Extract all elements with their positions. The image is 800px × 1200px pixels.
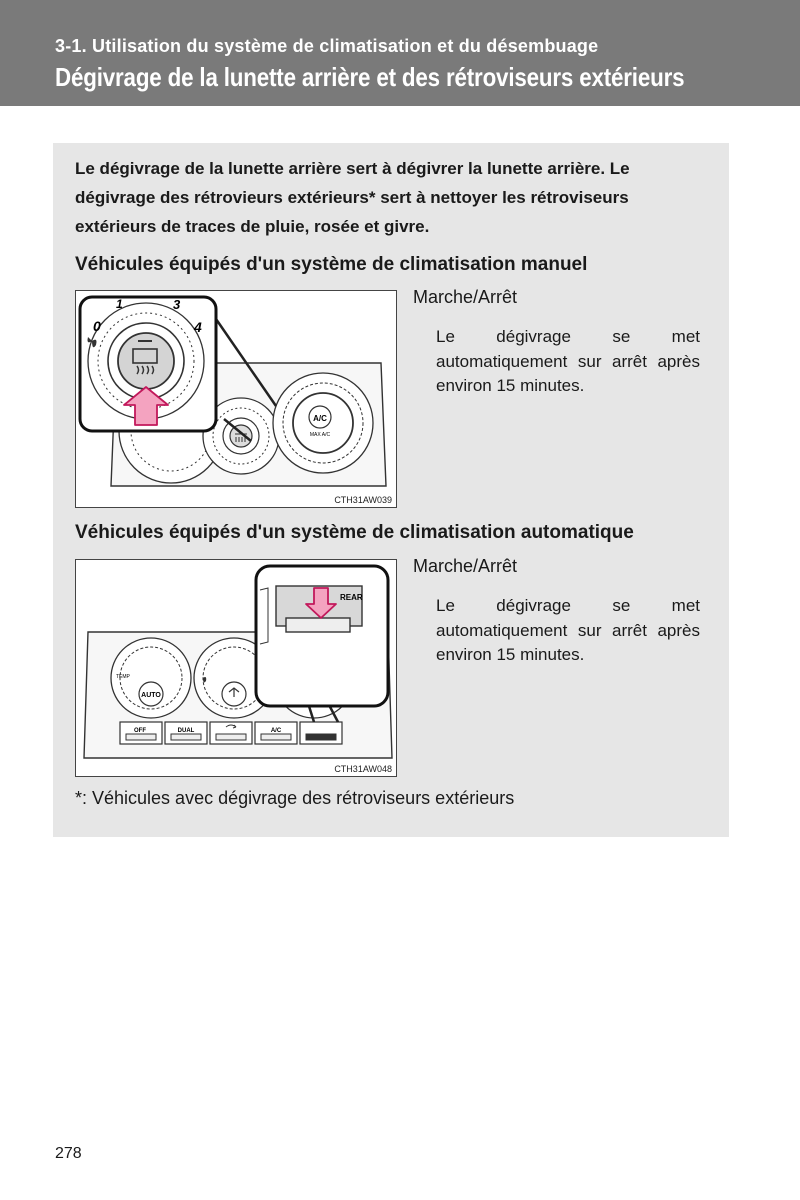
ac-label: A/C (313, 414, 327, 423)
ac-button-label: A/C (270, 728, 282, 734)
max-ac-label: MAX A/C (309, 432, 331, 438)
manual-ac-heading: Véhicules équipés d'un système de climatisation manuel (75, 254, 588, 275)
automatic-callout-text: Le dégivrage se met automatiquement sur arrêt après environ 15 minutes. (436, 596, 700, 664)
rear-label: REAR (340, 593, 363, 602)
dial-number-4: 4 (194, 319, 202, 335)
footnote: *: Véhicules avec dégivrage des rétroviseurs extérieurs (75, 788, 515, 808)
auto-label: AUTO (141, 692, 161, 699)
automatic-ac-illustration (76, 560, 397, 777)
dual-button-label: DUAL (177, 728, 195, 734)
dial-number-1: 1 (116, 297, 123, 311)
figure-code: CTH31AW048 (334, 764, 392, 774)
button-row (120, 722, 342, 744)
intro-paragraph: Le dégivrage de la lunette arrière sert à dégivrer la lunette arrière. Le dégivrage des rétrovieurs extérieurs* sert à nettoyer les rétroviseurs extérieurs de traces de pluie, rosée et givre. (75, 159, 630, 236)
temp-label: TEMP (116, 674, 130, 680)
temp-dial (111, 638, 191, 718)
rear-defroster-button-icon (306, 734, 336, 740)
manual-ac-figure (75, 290, 397, 508)
figure-code: CTH31AW039 (334, 495, 392, 505)
page-header (0, 0, 800, 106)
dial-number-3: 3 (173, 297, 181, 312)
dial-number-0: 0 (93, 318, 101, 334)
page-title: Dégivrage de la lunette arrière et des rétroviseurs extérieurs (55, 62, 685, 92)
automatic-ac-heading: Véhicules équipés d'un système de climatisation automatique (75, 522, 634, 543)
zoom-callout (256, 566, 388, 722)
off-button-label: OFF (134, 728, 146, 734)
ac-dial (273, 373, 373, 473)
automatic-ac-figure (75, 559, 397, 777)
section-label: 3-1. Utilisation du système de climatisation et du désembuage (55, 36, 599, 56)
manual-callout-text: Le dégivrage se met automatiquement sur arrêt après environ 15 minutes. (436, 327, 700, 395)
automatic-callout-title: Marche/Arrêt (413, 556, 518, 576)
page-number: 278 (55, 1145, 82, 1162)
manual-ac-illustration (76, 291, 397, 508)
manual-callout-title: Marche/Arrêt (413, 287, 518, 307)
